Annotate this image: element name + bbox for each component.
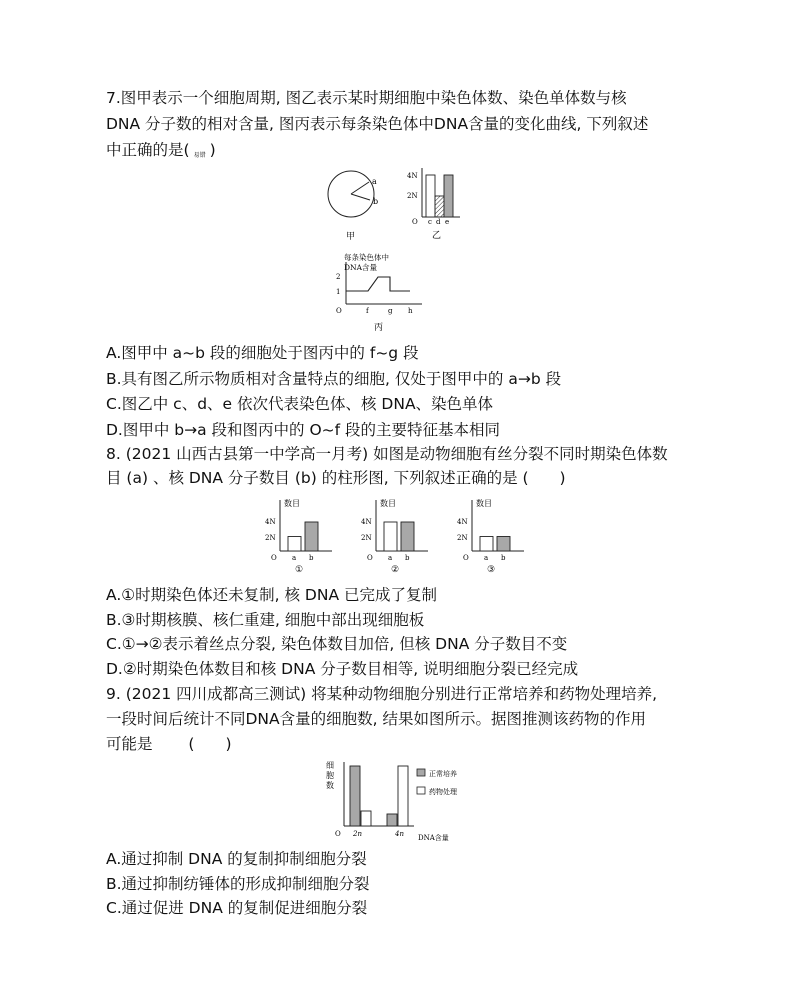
q8-xlabel-a: a (388, 554, 393, 562)
q7-stem-text: 中正确的是 (106, 141, 184, 159)
q9-ylabel-1: 细 (326, 761, 334, 770)
jia-label-b: b (373, 197, 379, 206)
q7-option-b[interactable]: B.具有图乙所示物质相对含量特点的细胞, 仅处于图甲中的 a→b 段 (106, 370, 562, 388)
q8-option-b[interactable]: B.③时期核膜、核仁重建, 细胞中部出现细胞板 (106, 611, 425, 629)
q7-paren-close: ) (209, 141, 216, 159)
jia-label-a: a (372, 177, 377, 186)
radius-b (351, 194, 370, 200)
q9-bar-4n-drug (398, 766, 408, 826)
q9-xtick-2n: 2n (353, 830, 362, 838)
q9-ylabel-3: 数 (326, 781, 334, 790)
q8-bar-b (497, 537, 510, 552)
q8-ytick-2n: 2N (361, 534, 372, 542)
q7-stem-line-2: DNA 分子数的相对含量, 图丙表示每条染色体中DNA含量的变化曲线, 下列叙述 (106, 115, 649, 133)
bing-curve (346, 277, 410, 291)
bing-xlabel-f: f (366, 307, 369, 315)
yi-bar-d (435, 196, 444, 217)
q8-bar-a (288, 537, 301, 552)
bing-ytick-1: 1 (336, 288, 341, 296)
q8-ytick-2n: 2N (457, 534, 468, 542)
q8-xlabel-b: b (501, 554, 506, 562)
q7-option-a[interactable]: A.图甲中 a~b 段的细胞处于图丙中的 f~g 段 (106, 344, 419, 362)
q9-option-c[interactable]: C.通过促进 DNA 的复制促进细胞分裂 (106, 899, 368, 917)
q8-caption: ① (295, 565, 304, 575)
q8-origin: O (463, 554, 469, 562)
q8-bar-b (401, 522, 414, 551)
q8-stem-line-1: 8. (2021 山西古县第一中学高一月考) 如图是动物细胞有丝分裂不同时期染色体数 (106, 445, 668, 463)
q8-xlabel-a: a (292, 554, 297, 562)
q8-ytick-4n: 4N (457, 518, 468, 526)
q9-legend-normal: 正常培养 (429, 770, 457, 778)
q8-chart-2 (361, 498, 428, 575)
q8-chart-1 (265, 498, 332, 575)
q7-mark: 易错 (193, 152, 206, 159)
q8-ytick-2n: 2N (265, 534, 276, 542)
yi-xlabel-d: d (436, 218, 441, 226)
yi-bar-e (444, 175, 453, 217)
bing-xlabel-h: h (408, 307, 413, 315)
yi-caption: 乙 (432, 231, 442, 241)
q8-chart-3 (457, 498, 524, 575)
q7-stem-line-3 (106, 140, 216, 166)
q8-xlabel-a: a (484, 554, 489, 562)
q8-bar-a (384, 522, 397, 551)
q7-figure-yi (402, 166, 472, 246)
q8-option-d[interactable]: D.②时期染色体数目和核 DNA 分子数目相等, 说明细胞分裂已经完成 (106, 660, 579, 678)
yi-origin: O (412, 218, 418, 226)
q8-xlabel-b: b (405, 554, 410, 562)
q8-option-a[interactable]: A.①时期染色体还未复制, 核 DNA 已完成了复制 (106, 586, 437, 604)
q8-charts (262, 496, 532, 576)
q8-origin: O (271, 554, 277, 562)
yi-ytick-4n: 4N (407, 172, 418, 180)
q9-bar-2n-drug (361, 811, 371, 826)
q9-ylabel-2: 胞 (326, 771, 334, 780)
q9-origin: O (335, 830, 341, 838)
bing-ylabel-1: 每条染色体中 (344, 253, 389, 262)
q7-figure-jia (318, 164, 388, 244)
q9-bar-4n-normal (387, 814, 397, 826)
q9-chart (322, 758, 482, 844)
yi-ytick-2n: 2N (407, 192, 418, 200)
bing-ylabel-2: DNA含量 (344, 263, 377, 272)
q8-option-c[interactable]: C.①→②表示着丝点分裂, 染色体数目加倍, 但核 DNA 分子数目不变 (106, 635, 568, 653)
q8-ylabel: 数目 (380, 499, 396, 508)
q8-xlabel-b: b (309, 554, 314, 562)
q8-ylabel: 数目 (476, 499, 492, 508)
q8-origin: O (367, 554, 373, 562)
jia-caption: 甲 (346, 232, 356, 242)
q9-option-b[interactable]: B.通过抑制纺锤体的形成抑制细胞分裂 (106, 875, 370, 893)
q8-caption: ② (391, 565, 400, 575)
q9-xtick-4n: 4n (395, 830, 404, 838)
q8-ytick-4n: 4N (361, 518, 372, 526)
q9-stem-line-1: 9. (2021 四川成都高三测试) 将某种动物细胞分别进行正常培养和药物处理培养, (106, 685, 658, 703)
q7-option-d[interactable]: D.图甲中 b→a 段和图丙中的 O~f 段的主要特征基本相同 (106, 421, 501, 439)
q9-option-a[interactable]: A.通过抑制 DNA 的复制抑制细胞分裂 (106, 850, 367, 868)
q9-xlabel: DNA含量 (418, 834, 449, 842)
q8-ytick-4n: 4N (265, 518, 276, 526)
q8-stem-line-2: 目 (a) 、核 DNA 分子数目 (b) 的柱形图, 下列叙述正确的是 ( ) (106, 469, 566, 487)
q9-bar-2n-normal (350, 766, 360, 826)
q7-paren-open: ( (183, 141, 190, 159)
q9-stem-line-3: 可能是 ( ) (106, 735, 232, 753)
radius-a (351, 182, 369, 194)
yi-xlabel-c: c (428, 218, 432, 226)
q9-stem-line-2: 一段时间后统计不同DNA含量的细胞数, 结果如图所示。据图推测该药物的作用 (106, 710, 646, 728)
q7-figure-bing (332, 252, 482, 336)
q7-stem-line-1: 7.图甲表示一个细胞周期, 图乙表示某时期细胞中染色体数、染色单体数与核 (106, 89, 627, 107)
yi-xlabel-e: e (445, 218, 450, 226)
q9-legend-drug: 药物处理 (429, 788, 457, 796)
q8-bar-b (305, 522, 318, 551)
bing-ytick-2: 2 (336, 273, 341, 281)
q9-legend-swatch-drug (417, 787, 425, 794)
q9-legend-swatch-normal (417, 769, 425, 776)
bing-caption: 丙 (374, 323, 384, 333)
bing-xlabel-g: g (388, 307, 393, 315)
bing-origin: O (336, 307, 342, 315)
q8-bar-a (480, 537, 493, 552)
q8-caption: ③ (487, 565, 496, 575)
q8-ylabel: 数目 (284, 499, 300, 508)
yi-bar-c (426, 175, 435, 217)
q7-option-c[interactable]: C.图乙中 c、d、e 依次代表染色体、核 DNA、染色单体 (106, 395, 494, 413)
